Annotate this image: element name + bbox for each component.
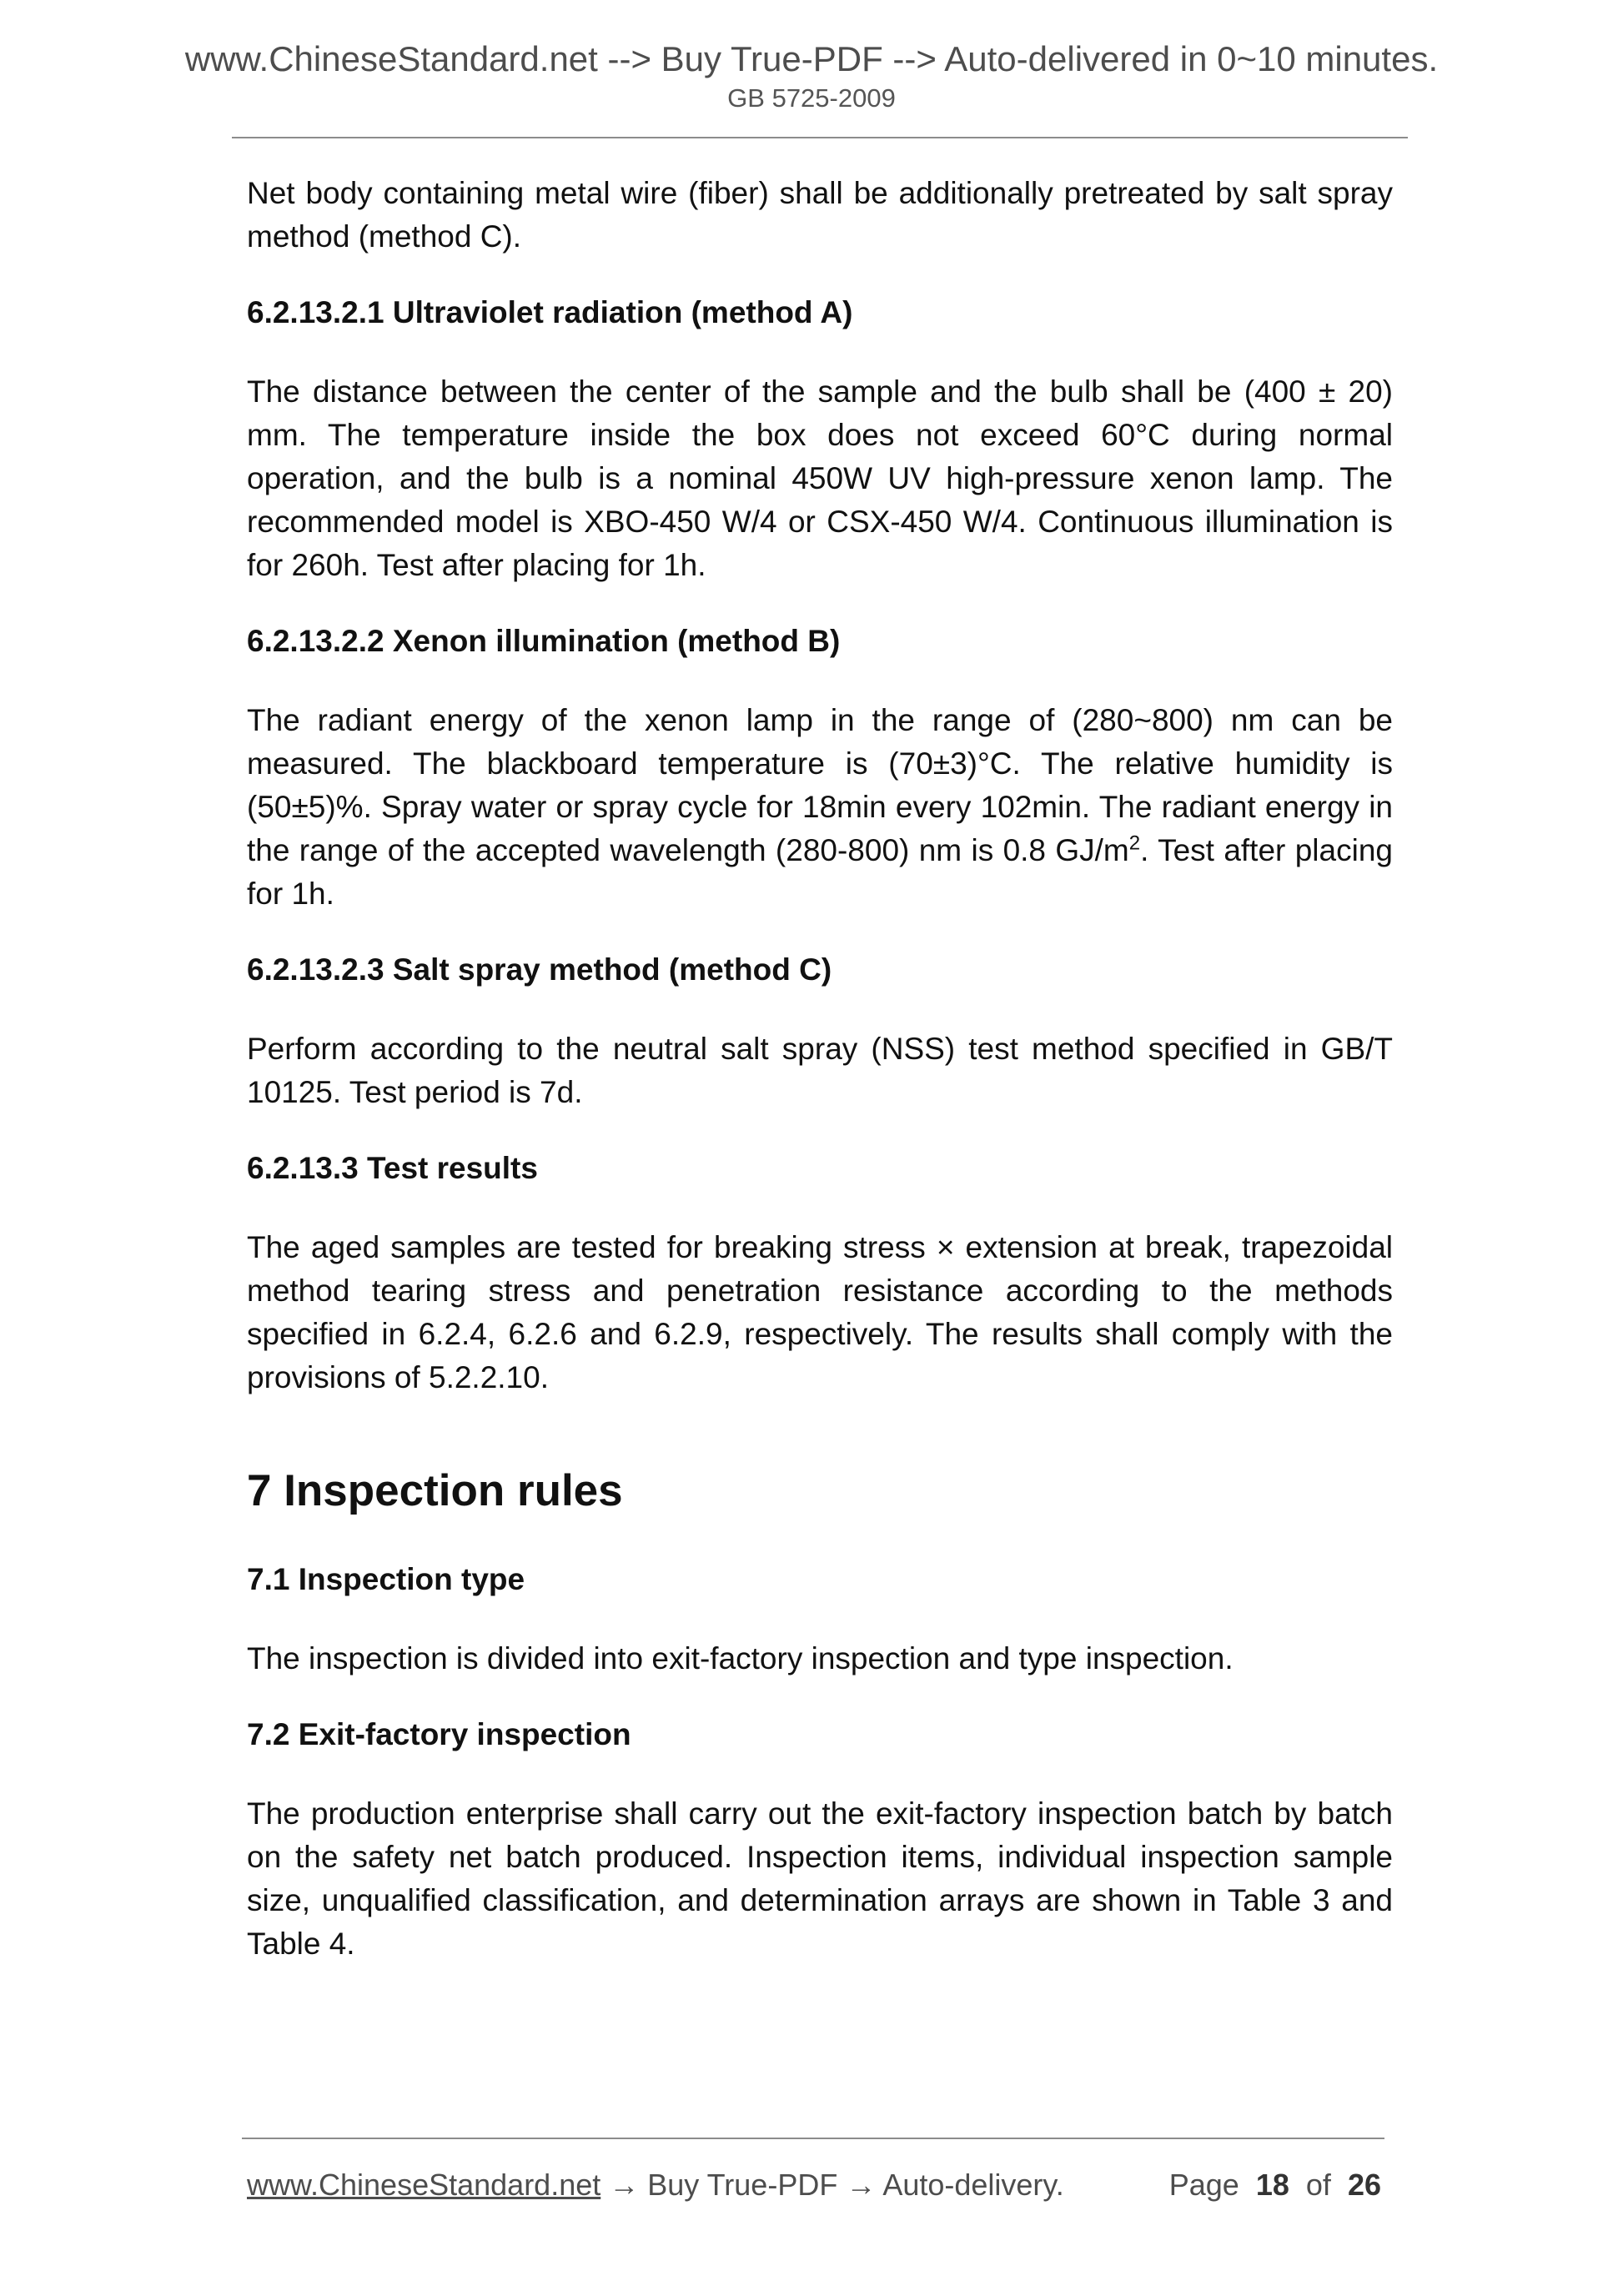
footer-site-link[interactable]: www.ChineseStandard.net	[247, 2168, 601, 2202]
page-total: 26	[1347, 2168, 1381, 2202]
top-banner: www.ChineseStandard.net --> Buy True-PDF --> Auto-delivered in 0~10 minutes.	[184, 39, 1439, 78]
footer-promo-text: → Buy True-PDF → Auto-delivery.	[600, 2168, 1064, 2202]
heading-6-2-13-2-3: 6.2.13.2.3 Salt spray method (method C)	[247, 952, 832, 987]
paragraph-6-2-13-2-2	[247, 699, 1393, 916]
page-number: 18	[1255, 2168, 1289, 2202]
page-content	[247, 172, 1393, 1966]
heading-6-2-13-3: 6.2.13.3 Test results	[247, 1151, 538, 1185]
page-label: Page	[1168, 2168, 1239, 2202]
footer-promo	[247, 2170, 1064, 2200]
paragraph-7-2: The production enterprise shall carry out the exit-factory inspection batch by batch on the safety net batch produced. Inspection items, individual inspection sample size, unqualified classification, and determination arrays are shown in Table 3 and Table 4.	[247, 1796, 1393, 1961]
paragraph-6-2-13-2-1: The distance between the center of the sample and the bulb shall be (400 ± 20) mm. The temperature inside the box does not exceed 60°C during normal operation, and the bulb is a nominal 450W UV high-pressure xenon lamp. The recommended model is XBO-450 W/4 or CSX-450 W/4. Continuous illumination is for 260h. Test after placing for 1h.	[247, 374, 1393, 582]
heading-7-inspection-rules: 7 Inspection rules	[247, 1466, 623, 1515]
heading-6-2-13-2-1: 6.2.13.2.1 Ultraviolet radiation (method A)	[247, 295, 853, 329]
heading-7-1: 7.1 Inspection type	[247, 1562, 525, 1596]
paragraph-6-2-13-2-2-end: . Test after placing for 1h.	[247, 833, 1393, 911]
of-label: of	[1305, 2168, 1331, 2202]
document-code: GB 5725-2009	[727, 83, 896, 113]
paragraph-6-2-13-2-3: Perform according to the neutral salt spray (NSS) test method specified in GB/T 10125. Test period is 7d.	[247, 1032, 1393, 1109]
header-divider	[232, 137, 1408, 138]
footer-divider	[242, 2138, 1384, 2139]
page-indicator	[1169, 2170, 1381, 2200]
heading-7-2: 7.2 Exit-factory inspection	[247, 1717, 631, 1751]
paragraph-6-2-13-3: The aged samples are tested for breaking stress × extension at break, trapezoidal method tearing stress and penetration resistance according to the methods specified in 6.2.4, 6.2.6 and 6.2.9, respectively. The results shall comply with the provisions of 5.2.2.10.	[247, 1230, 1393, 1394]
paragraph-6-2-13-2-2-text: The radiant energy of the xenon lamp in the range of (280~800) nm can be measured. The blackboard temperature is (70±3)°C. The relative humidity is (50±5)%. Spray water or spray cycle for 18min every 102min. The radiant energy in the range of the accepted wavelength (280-800) nm is 0.8 GJ/m	[247, 703, 1393, 867]
intro-paragraph: Net body containing metal wire (fiber) shall be additionally pretreated by salt spray method (method C).	[247, 176, 1393, 254]
heading-6-2-13-2-2: 6.2.13.2.2 Xenon illumination (method B)	[247, 624, 841, 658]
paragraph-7-1: The inspection is divided into exit-factory inspection and type inspection.	[247, 1641, 1234, 1676]
superscript-2: 2	[1128, 831, 1141, 855]
